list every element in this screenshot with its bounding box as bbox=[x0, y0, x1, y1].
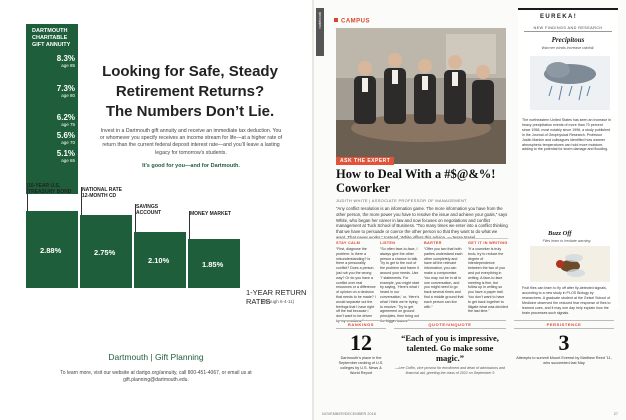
chart-label-rule bbox=[27, 183, 28, 211]
annuity-rate bbox=[26, 149, 78, 163]
annuity-rate-age: age 80 bbox=[61, 93, 75, 98]
section-tab bbox=[316, 8, 324, 56]
chart-category-label: NATIONAL RATE 12-MONTH CD bbox=[82, 187, 122, 199]
buzz-off-subtitle: Flies learn to hesitate warning. bbox=[542, 239, 592, 243]
tip-column bbox=[424, 241, 464, 309]
pull-quote: “Each of you is impressive, talented. Go make some magic.” bbox=[401, 333, 499, 363]
annuity-rate-age: age 85 bbox=[61, 63, 75, 68]
chart-subtitle: (through 6-4-11) bbox=[262, 299, 295, 304]
chart-category-label: 10-YEAR U.S. TREASURY BOND bbox=[28, 183, 72, 195]
ad-tagline: It’s good for you—and for Dartmouth. bbox=[142, 163, 240, 169]
chart-bar-value: 2.88% bbox=[40, 245, 62, 255]
tips-divider bbox=[336, 238, 508, 239]
annuity-rate bbox=[26, 54, 78, 68]
section-tab-label: notebook bbox=[317, 12, 322, 29]
rankings-band bbox=[336, 320, 386, 412]
tip-heading: BARTER bbox=[424, 241, 442, 245]
annuity-rate-age: age 65 bbox=[61, 158, 75, 163]
annuity-rate-age: age 75 bbox=[61, 122, 75, 127]
annuity-rate bbox=[26, 131, 78, 145]
chart-category-label: MONEY MARKET bbox=[190, 211, 232, 217]
tip-heading: STAY CALM bbox=[336, 241, 361, 245]
article-deck-text: “Any conflict resolution is an information game. The more information you have from the other person, the more power you have to resolve the issue and achieve your goals,” says White, who began her career in law and now focuses on negotiations and conflict management at Tuck School of Business. “Too many times we enter into a conflict thinking that we have to persuade or coerce the other person so that they want to do what we want. That never works.” Instead, White offers this advice. bbox=[336, 206, 508, 240]
annuity-rate bbox=[26, 84, 78, 98]
tip-heading: LISTEN bbox=[380, 241, 396, 245]
chart-label-rule bbox=[81, 187, 82, 215]
sidebar-kicker: NEW FINDINGS AND RESEARCH bbox=[524, 26, 612, 32]
precipitous-subtitle: Warmer winds increase rainfall. bbox=[541, 46, 595, 50]
annuity-rate-value: 8.3% bbox=[56, 54, 75, 63]
precipitous-title: Precipitous bbox=[551, 36, 585, 44]
tip-column bbox=[380, 241, 420, 324]
band-label: PERSISTENCE bbox=[514, 320, 614, 329]
fruit-fly-illustration bbox=[530, 246, 610, 282]
annuity-ad-page bbox=[0, 0, 312, 420]
quote-band bbox=[394, 320, 506, 412]
rate-header bbox=[32, 28, 70, 49]
issue-date: NOVEMBER/DECEMBER 2018 bbox=[322, 412, 376, 416]
page-number: 27 bbox=[613, 412, 618, 416]
ad-body-text: Invest in a Dartmouth gift annuity and receive an immediate tax deduction. You or whomever you specify receives an income stream for life—at a higher rate of return than the current federal deposit interest rate—and you’ll leave a lasting legacy for tomorrow’s students. bbox=[99, 128, 283, 156]
chart-label-rule bbox=[189, 211, 190, 239]
article-title: How to Deal With a #$@&%! Coworker bbox=[336, 167, 496, 195]
ad-headline-line: The Numbers Don’t Lie. bbox=[105, 103, 275, 120]
buzz-off-text: Fruit flies can learn to fly off after fly-detected signals, according to a new study in PLOS Biology by researchers. A graduate student at the Geisel School of Medicine observed the reduced fear response of flies to learned cues, and it may one day help explain how the brain processes such signals. bbox=[522, 286, 611, 315]
chart-title: 1-YEAR RETURN RATES bbox=[246, 288, 307, 306]
ad-headline-line: Retirement Returns? bbox=[115, 83, 265, 100]
persistence-number: 3 bbox=[558, 330, 570, 355]
tip-text: “Offer you two that both parties understand each other completely and have all the relevant information, you can make a compromise. You may not be in all in one conversation, and you might need to go back several times and find a middle ground that each person can live with.” bbox=[424, 247, 464, 309]
article-credit: —Jesse Nasel bbox=[447, 234, 476, 240]
office-scene-illustration bbox=[336, 28, 506, 164]
rankings-number: 12 bbox=[350, 330, 372, 355]
persistence-band bbox=[514, 320, 614, 412]
tip-column bbox=[468, 241, 508, 314]
tip-text: “First, diagnose the problem: Is there a misunderstanding? Is there a personality conflict? Does a person just rub you the wrong way? Or do you have a conflict over real resources or a difference of opinion on a decision that needs to be made? I would separate out the feelings that I have right off the bat because I don’t want to be driven by my emotions.” bbox=[336, 247, 376, 323]
annuity-rate-value: 5.6% bbox=[56, 131, 75, 140]
annuity-rate-column bbox=[26, 24, 78, 194]
tip-column bbox=[336, 241, 376, 324]
band-label: QUOTE/UNQUOTE bbox=[394, 320, 506, 329]
ask-the-expert-tag: ASK THE EXPERT bbox=[336, 157, 394, 165]
page-footer bbox=[322, 412, 618, 416]
article-deck bbox=[336, 206, 508, 241]
band-text: Attempts to summit Mount Everest by Matthew Reed ’11, who succeeded last May bbox=[516, 356, 612, 365]
band-text: Dartmouth’s place in the September ranking of U.S. colleges by U.S. News & World Report bbox=[338, 356, 384, 375]
campus-label: CAMPUS bbox=[334, 18, 370, 25]
coworkers-photo bbox=[336, 28, 506, 164]
chart-label-rule bbox=[135, 204, 136, 232]
precipitous-text: The northeastern United States has seen an increase in heavy precipitation events of more than 70 percent since 1958, most notably since 1996, a study published in the Journal of Geophysical Research. Professor Justin Mankin and colleagues identified how warmer atmospheric temperatures can hold more moisture, adding to the potential for storm damage and flooding. bbox=[522, 118, 611, 152]
rate-header-line: CHARITABLE bbox=[32, 35, 68, 41]
rate-header-line: DARTMOUTH bbox=[32, 28, 68, 34]
dartmouth-gift-planning-logo: Dartmouth | Gift Planning bbox=[108, 352, 204, 362]
chart-bar-value: 2.75% bbox=[94, 247, 116, 257]
chart-category-label: SAVINGS ACCOUNT bbox=[136, 204, 161, 216]
buzz-off-title: Buzz Off bbox=[548, 230, 572, 237]
tip-heading: GET IT IN WRITING bbox=[468, 241, 508, 245]
chart-bar-value: 2.10% bbox=[148, 256, 170, 265]
tip-text: “If a coworker is truly toxic, try to reduce the degree of interdependence between the two of you and put everything in writing. A face-to-face meeting is fine, but follow up in writing so you have a paper trail. You don’t want to have to get back together to litigate what was decided the last time.” bbox=[468, 247, 508, 314]
rain-cloud-illustration bbox=[530, 56, 610, 110]
rate-header-line: GIFT ANNUITY bbox=[32, 42, 71, 48]
chart-bar-value: 1.85% bbox=[202, 259, 224, 269]
tip-text: “So often face-to-face, I always give the other person a chance to talk. Try to get to the root of the problem and frame it around your needs. Use ‘I’ statements. For example, you might start by saying, ‘Here’s what I heard in our conversation,’ or, ‘Here’s what I think we’re trying to resolve.’ Try to get agreement on ground principles, then bring out the bigger issues.” bbox=[380, 247, 420, 323]
article-byline: JUDITH WHITE | ASSOCIATE PROFESSOR OF MANAGEMENT bbox=[336, 198, 467, 203]
ad-contact-info: To learn more, visit our website at dartgo.org/annuity, call 800-451-4067, or email us at gift.planning@dartmouth.edu. bbox=[60, 370, 252, 383]
annuity-rate bbox=[26, 113, 78, 127]
annuity-rate-value: 6.2% bbox=[56, 113, 75, 122]
annuity-rate-value: 7.3% bbox=[56, 84, 75, 93]
ad-headline-line: Looking for Safe, Steady bbox=[102, 63, 278, 80]
quote-attribution: —Lee Coffin, vice provost for enrollment and dean of admissions and financial aid, greeting the class of 2022 on September 9 bbox=[394, 366, 506, 375]
band-label: RANKINGS bbox=[336, 320, 386, 329]
annuity-rate-value: 5.1% bbox=[56, 149, 75, 158]
sidebar-heading: EUREKA! bbox=[540, 14, 578, 20]
annuity-rate-age: age 70 bbox=[61, 140, 75, 145]
ad-headline bbox=[90, 62, 290, 122]
